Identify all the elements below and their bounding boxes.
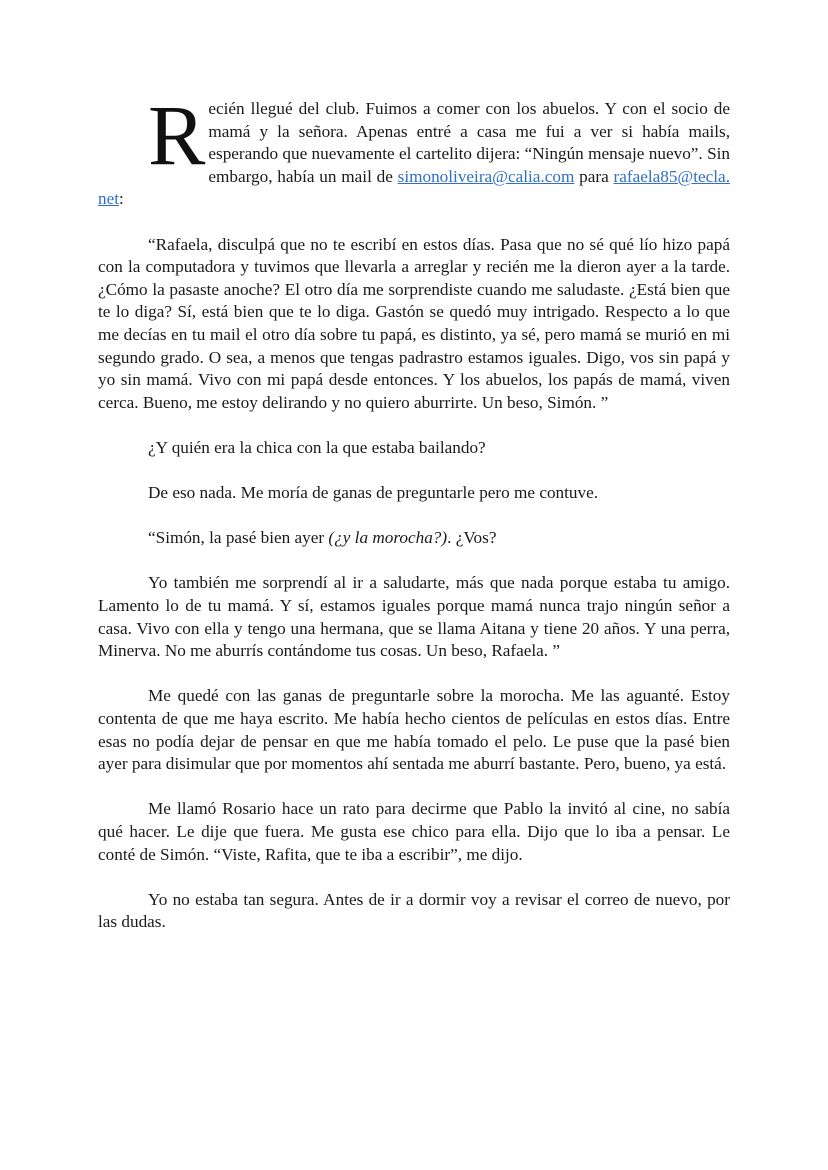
paragraph-1-end: : (119, 189, 124, 209)
paragraph-3: ¿Y quién era la chica con la que estaba bailando? (148, 437, 486, 457)
email-link-recipient[interactable]: rafaela85@tecla. net (98, 166, 730, 209)
paragraph-5-end: . ¿Vos? (447, 528, 497, 548)
document-page (98, 87, 730, 957)
drop-cap: R (148, 87, 206, 183)
paragraph-1-text: ecién llegué del club. Fuimos a comer con los abuelos. Y con el socio de mamá y la señora. Apenas entré a casa me fui a ver si había mails, esperando que nuevamente el cartelito dijera: “Ningún mensaje nuevo”. Sin embargo, había un mail de (208, 99, 730, 186)
paragraph-5-italic: (¿y la morocha?) (328, 528, 448, 548)
paragraph-8: Me llamó Rosario hace un rato para decirme que Pablo la invitó al cine, no sabía qué hacer. Le dije que fuera. Me gusta ese chico para ella. Dijo que lo iba a pensar. Le conté de Simón. “Viste, Rafita, que te iba a escribir”, me dijo. (98, 799, 730, 864)
email-link-sender[interactable]: simonoliveira@calia.com (397, 166, 575, 186)
paragraph-1-connector: para (574, 166, 614, 186)
paragraph-5 (98, 527, 730, 550)
paragraph-2: “Rafaela, disculpá que no te escribí en estos días. Pasa que no sé qué lío hizo papá con la computadora y tuvimos que llevarla a arreglar y recién me la dieron ayer a la tarde. ¿Cómo la pasaste anoche? El otro día me sorprendiste cuando me saludaste. ¿Está bien que te lo diga? Sí, está bien que te lo diga. Gastón se quedó muy intrigado. Respecto a lo que me decías en tu mail el otro día sobre tu papá, es distinto, ya sé, pero mamá se murió en mi segundo grado. O sea, a menos que tengas padrastro estamos iguales. Digo, vos sin papá y yo sin mamá. Vivo con mi papá desde entonces. Y los abuelos, los papás de mamá, viven cerca. Bueno, me estoy delirando y no quiero aburrirte. Un beso, Simón. ” (98, 234, 730, 412)
paragraph-9: Yo no estaba tan segura. Antes de ir a dormir voy a revisar el correo de nuevo, por las dudas. (98, 889, 730, 932)
paragraph-6: Yo también me sorprendí al ir a saludarte, más que nada porque estaba tu amigo. Lamento lo de tu mamá. Y sí, estamos iguales porque mamá nunca trajo ningún señor a casa. Vivo con ella y tengo una hermana, que se llama Aitana y tiene 20 años. Y una perra, Minerva. No me aburrís contándome tus cosas. Un beso, Rafaela. ” (98, 573, 730, 661)
paragraph-7: Me quedé con las ganas de preguntarle sobre la morocha. Me las aguanté. Estoy contenta de que me haya escrito. Me había hecho cientos de películas en estos días. Entre esas no podía dejar de pensar en que me había tomado el pelo. Le puse que la pasé bien ayer para disimular que por momentos ahí sentada me aburrí bastante. Pero, bueno, ya está. (98, 686, 730, 774)
paragraph-1 (98, 87, 730, 211)
paragraph-5-text: “Simón, la pasé bien ayer (148, 528, 329, 548)
paragraph-4: De eso nada. Me moría de ganas de preguntarle pero me contuve. (148, 483, 599, 503)
